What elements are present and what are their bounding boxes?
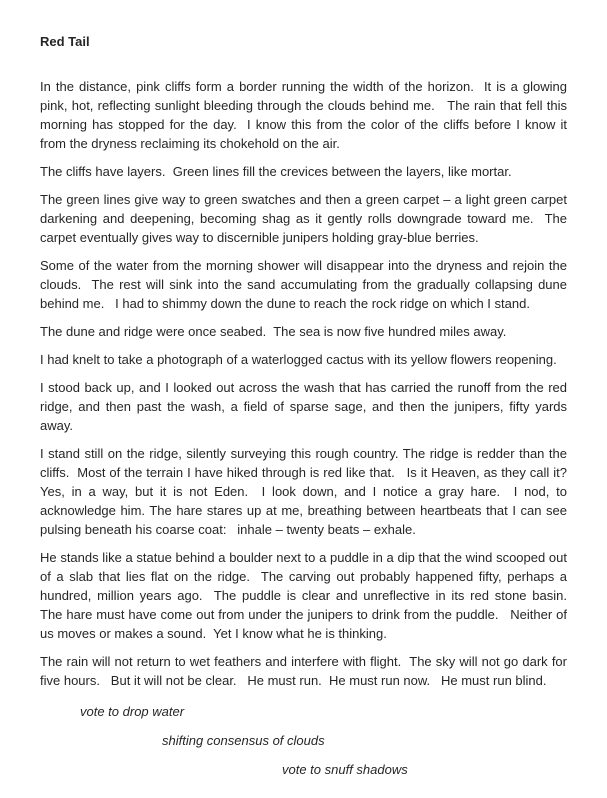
- body-paragraph-7: I stood back up, and I looked out across the wash that has carried the runoff from the red ridge, and then past the wash, a field of sparse sage, and then the junipers, fifty yards away.: [40, 380, 571, 433]
- body-paragraph-8: I stand still on the ridge, silently surveying this rough country. The ridge is redder than the cliffs. Most of the terrain I have hiked through is red like that. Is it Heaven, as they call it? Yes, in a way, but it is not Eden. I look down, and I notice a gray hare. I nod, to acknowledge him. The hare stares up at me, breathing between heartbeats that I can see pulsing beneath his coarse coat: inhale – twenty beats – exhale.: [40, 446, 571, 537]
- body-paragraph-6: I had knelt to take a photograph of a waterlogged cactus with its yellow flowers reopening.: [40, 352, 557, 367]
- document-title: Red Tail: [40, 34, 90, 49]
- body-paragraph-1: In the distance, pink cliffs form a border running the width of the horizon. It is a glowing pink, hot, reflecting sunlight bleeding through the clouds behind me. The rain that fell this morning has stopped for the day. I know this from the color of the cliffs before I know it from the dryness reclaiming its chokehold on the air.: [40, 79, 571, 151]
- body-paragraph-5: The dune and ridge were once seabed. The sea is now five hundred miles away.: [40, 324, 507, 339]
- body-paragraph-9: He stands like a statue behind a boulder next to a puddle in a dip that the wind scooped out of a slab that lies flat on the ridge. The carving out probably happened fifty, perhaps a hundred, million years ago. The puddle is clear and unreflective in its red stone basin. The hare must have come out from under the junipers to drink from the puddle. Neither of us moves or makes a sound. Yet I know what he is thinking.: [40, 550, 578, 641]
- body-paragraph-10: The rain will not return to wet feathers and interfere with flight. The sky will not go dark for five hours. But it will not be clear. He must run. He must run now. He must run blind.: [40, 654, 571, 688]
- body-paragraph-4: Some of the water from the morning shower will disappear into the dryness and rejoin the clouds. The rest will sink into the sand accumulating from the gradually collapsing dune behind me. I had to shimmy down the dune to reach the rock ridge on which I stand.: [40, 258, 571, 311]
- poem-line-1: vote to drop water: [80, 704, 185, 719]
- body-paragraph-2: The cliffs have layers. Green lines fill the crevices between the layers, like mortar.: [40, 164, 512, 179]
- body-paragraph-3: The green lines give way to green swatches and then a green carpet – a light green carpet darkening and deepening, becoming shag as it gently rolls downgrade toward me. The carpet eventually gives way to discernible junipers holding gray-blue berries.: [40, 192, 571, 245]
- poem-line-3: vote to snuff shadows: [282, 762, 408, 777]
- poem-line-2: shifting consensus of clouds: [162, 733, 325, 748]
